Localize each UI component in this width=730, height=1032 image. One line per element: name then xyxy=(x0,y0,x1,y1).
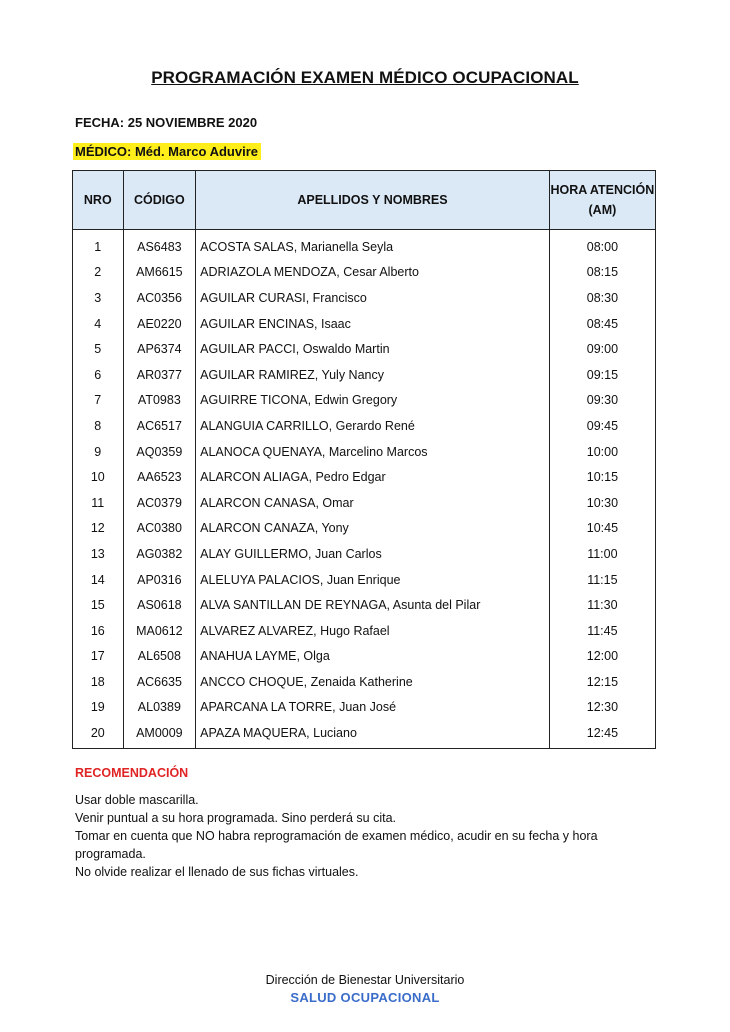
cell-hora: 09:00 xyxy=(549,336,655,362)
cell-codigo: AE0220 xyxy=(123,311,196,337)
cell-codigo: AP0316 xyxy=(123,567,196,593)
cell-hora: 10:00 xyxy=(549,439,655,465)
cell-codigo: AC0379 xyxy=(123,490,196,516)
page-title: PROGRAMACIÓN EXAMEN MÉDICO OCUPACIONAL xyxy=(151,68,579,87)
cell-codigo: AM6615 xyxy=(123,260,196,286)
cell-codigo: AS0618 xyxy=(123,592,196,618)
cell-hora: 09:30 xyxy=(549,388,655,414)
cell-nombre: APAZA MAQUERA, Luciano xyxy=(196,720,550,748)
cell-codigo: AP6374 xyxy=(123,336,196,362)
table-row xyxy=(73,260,656,286)
table-row xyxy=(73,230,656,260)
cell-hora: 11:45 xyxy=(549,618,655,644)
table-row xyxy=(73,644,656,670)
cell-nro: 20 xyxy=(73,720,124,748)
table-row xyxy=(73,311,656,337)
cell-nombre: ACOSTA SALAS, Marianella Seyla xyxy=(196,230,550,260)
cell-nro: 11 xyxy=(73,490,124,516)
table-row xyxy=(73,388,656,414)
recomendacion-line: Venir puntual a su hora programada. Sino perderá su cita. xyxy=(75,811,397,825)
cell-hora: 08:00 xyxy=(549,230,655,260)
cell-codigo: AR0377 xyxy=(123,362,196,388)
table-row xyxy=(73,720,656,748)
header-hora xyxy=(549,171,655,230)
cell-nro: 15 xyxy=(73,592,124,618)
table-row xyxy=(73,439,656,465)
cell-hora: 10:15 xyxy=(549,464,655,490)
cell-nro: 4 xyxy=(73,311,124,337)
cell-hora: 09:15 xyxy=(549,362,655,388)
cell-nro: 8 xyxy=(73,413,124,439)
cell-nro: 17 xyxy=(73,644,124,670)
cell-hora: 11:15 xyxy=(549,567,655,593)
cell-nombre: ANCCO CHOQUE, Zenaida Katherine xyxy=(196,669,550,695)
table-row xyxy=(73,567,656,593)
footer-unit: SALUD OCUPACIONAL xyxy=(290,990,440,1005)
cell-nro: 1 xyxy=(73,230,124,260)
cell-nombre: ALAY GUILLERMO, Juan Carlos xyxy=(196,541,550,567)
cell-hora: 12:00 xyxy=(549,644,655,670)
cell-codigo: AM0009 xyxy=(123,720,196,748)
table-row xyxy=(73,695,656,721)
table-row xyxy=(73,516,656,542)
cell-nombre: ALARCON ALIAGA, Pedro Edgar xyxy=(196,464,550,490)
cell-hora: 09:45 xyxy=(549,413,655,439)
cell-nombre: AGUILAR RAMIREZ, Yuly Nancy xyxy=(196,362,550,388)
cell-nombre: AGUIRRE TICONA, Edwin Gregory xyxy=(196,388,550,414)
cell-nro: 3 xyxy=(73,285,124,311)
cell-nro: 16 xyxy=(73,618,124,644)
cell-nombre: ALVA SANTILLAN DE REYNAGA, Asunta del Pilar xyxy=(196,592,550,618)
cell-nombre: APARCANA LA TORRE, Juan José xyxy=(196,695,550,721)
cell-codigo: AC6635 xyxy=(123,669,196,695)
cell-nro: 5 xyxy=(73,336,124,362)
footer-department: Dirección de Bienestar Universitario xyxy=(265,973,465,987)
table-row xyxy=(73,336,656,362)
cell-nombre: AGUILAR ENCINAS, Isaac xyxy=(196,311,550,337)
cell-hora: 08:30 xyxy=(549,285,655,311)
cell-nro: 6 xyxy=(73,362,124,388)
cell-hora: 11:00 xyxy=(549,541,655,567)
cell-codigo: AS6483 xyxy=(123,230,196,260)
cell-nombre: AGUILAR PACCI, Oswaldo Martin xyxy=(196,336,550,362)
table-row xyxy=(73,669,656,695)
cell-codigo: AC6517 xyxy=(123,413,196,439)
cell-nro: 14 xyxy=(73,567,124,593)
table-row xyxy=(73,618,656,644)
header-nro: NRO xyxy=(73,171,124,230)
cell-nro: 10 xyxy=(73,464,124,490)
table-row xyxy=(73,592,656,618)
cell-nro: 12 xyxy=(73,516,124,542)
cell-nro: 9 xyxy=(73,439,124,465)
cell-hora: 12:15 xyxy=(549,669,655,695)
recomendacion-line: Tomar en cuenta que NO habra reprogramación de examen médico, acudir en su fecha y hora programada. xyxy=(75,829,598,861)
recomendacion-line: Usar doble mascarilla. xyxy=(75,793,199,807)
schedule-table xyxy=(72,170,656,749)
cell-hora: 11:30 xyxy=(549,592,655,618)
recomendacion-title: RECOMENDACIÓN xyxy=(75,766,189,780)
table-row xyxy=(73,464,656,490)
cell-nombre: ALVAREZ ALVAREZ, Hugo Rafael xyxy=(196,618,550,644)
cell-hora: 12:30 xyxy=(549,695,655,721)
cell-nombre: ALARCON CANASA, Omar xyxy=(196,490,550,516)
cell-hora: 10:45 xyxy=(549,516,655,542)
cell-nombre: ALELUYA PALACIOS, Juan Enrique xyxy=(196,567,550,593)
header-hora-line2: (AM) xyxy=(588,203,617,217)
table-header-row xyxy=(73,171,656,230)
cell-hora: 08:15 xyxy=(549,260,655,286)
cell-nombre: AGUILAR CURASI, Francisco xyxy=(196,285,550,311)
medico-label: MÉDICO: Méd. Marco Aduvire xyxy=(73,143,261,160)
cell-codigo: AA6523 xyxy=(123,464,196,490)
header-codigo: CÓDIGO xyxy=(123,171,196,230)
recomendacion-body xyxy=(75,791,635,881)
cell-hora: 10:30 xyxy=(549,490,655,516)
table-body xyxy=(73,230,656,749)
cell-nombre: ANAHUA LAYME, Olga xyxy=(196,644,550,670)
cell-hora: 08:45 xyxy=(549,311,655,337)
table-row xyxy=(73,490,656,516)
cell-nro: 13 xyxy=(73,541,124,567)
cell-nombre: ADRIAZOLA MENDOZA, Cesar Alberto xyxy=(196,260,550,286)
cell-nombre: ALANGUIA CARRILLO, Gerardo René xyxy=(196,413,550,439)
cell-nombre: ALARCON CANAZA, Yony xyxy=(196,516,550,542)
cell-nro: 19 xyxy=(73,695,124,721)
table-row xyxy=(73,362,656,388)
table-row xyxy=(73,413,656,439)
fecha-label: FECHA: 25 NOVIEMBRE 2020 xyxy=(75,115,258,130)
cell-codigo: AL6508 xyxy=(123,644,196,670)
cell-codigo: AC0380 xyxy=(123,516,196,542)
cell-nombre: ALANOCA QUENAYA, Marcelino Marcos xyxy=(196,439,550,465)
cell-nro: 18 xyxy=(73,669,124,695)
cell-nro: 7 xyxy=(73,388,124,414)
cell-codigo: AT0983 xyxy=(123,388,196,414)
cell-codigo: AG0382 xyxy=(123,541,196,567)
recomendacion-line: No olvide realizar el llenado de sus fichas virtuales. xyxy=(75,865,359,879)
table-row xyxy=(73,541,656,567)
cell-codigo: AL0389 xyxy=(123,695,196,721)
header-hora-line1: HORA ATENCIÓN xyxy=(550,183,655,197)
cell-nro: 2 xyxy=(73,260,124,286)
cell-codigo: MA0612 xyxy=(123,618,196,644)
cell-codigo: AQ0359 xyxy=(123,439,196,465)
header-nombres: APELLIDOS Y NOMBRES xyxy=(196,171,550,230)
table-row xyxy=(73,285,656,311)
cell-hora: 12:45 xyxy=(549,720,655,748)
cell-codigo: AC0356 xyxy=(123,285,196,311)
